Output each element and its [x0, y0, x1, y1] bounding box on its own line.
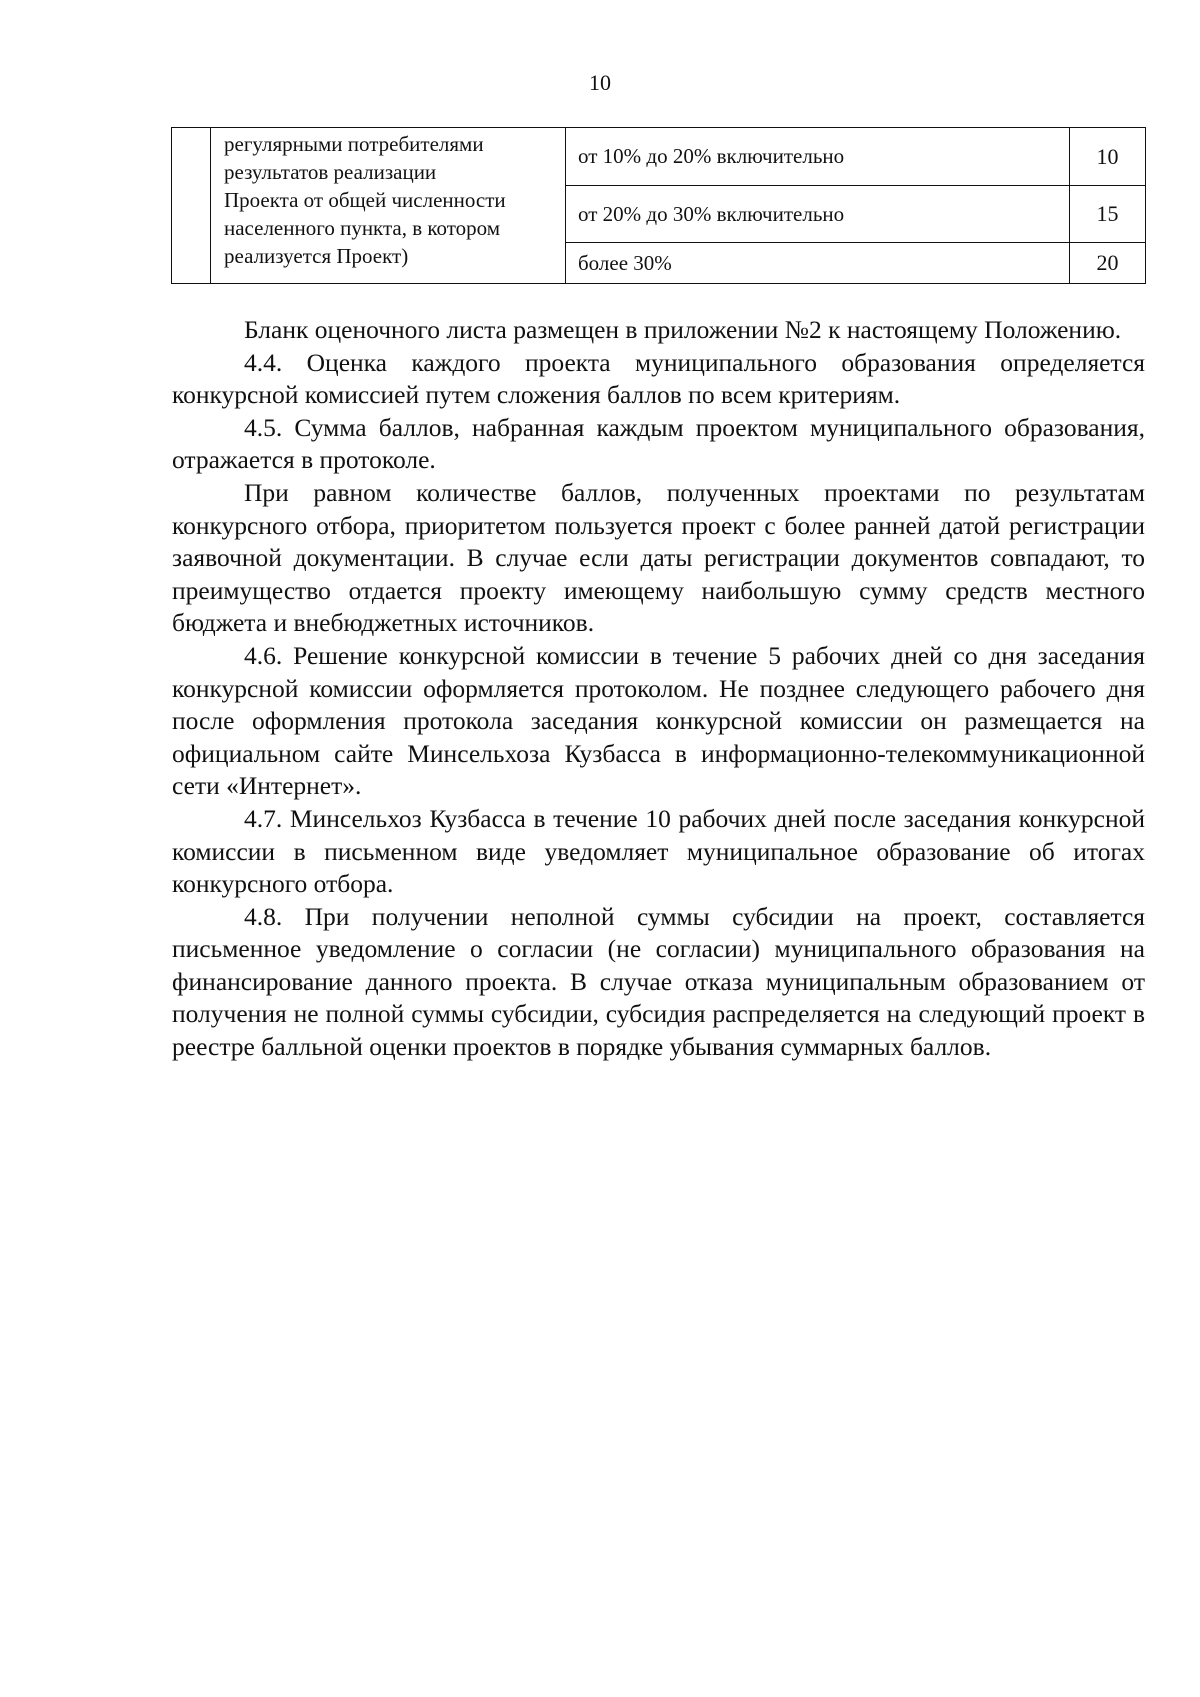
- criterion-line: населенного пункта, в котором: [224, 216, 501, 240]
- paragraph-4-5: 4.5. Сумма баллов, набранная каждым проектом муниципального образования, отражается в протоколе.: [172, 412, 1145, 475]
- table-row: [172, 128, 1146, 186]
- paragraph-4-7: 4.7. Минсельхоз Кузбасса в течение 10 рабочих дней после заседания конкурсной комиссии в письменном виде уведомляет муниципальное образование об итогах конкурсного отбора.: [172, 803, 1145, 899]
- criteria-table: [171, 127, 1146, 284]
- criterion-line: Проекта от общей численности: [224, 188, 506, 212]
- score-cell: 15: [1070, 186, 1146, 243]
- page-number: 10: [589, 70, 611, 95]
- criterion-line: результатов реализации: [224, 160, 437, 184]
- paragraph-4-6: 4.6. Решение конкурсной комиссии в течение 5 рабочих дней со дня заседания конкурсной комиссии оформляется протоколом. Не позднее следующего рабочего дня после оформления протокола заседания конкурсной комиссии он размещается на официальном сайте Минсельхоза Кузбасса в информационно-телекоммуникационной сети «Интернет».: [172, 640, 1145, 801]
- score-cell: 10: [1070, 128, 1146, 186]
- range-cell: от 10% до 20% включительно: [566, 128, 1070, 186]
- paragraph-equal-scores: При равном количестве баллов, полученных проектами по результатам конкурсного отбора, приоритетом пользуется проект с более ранней датой регистрации заявочной документации. В случае если даты регистрации документов совпадают, то преимущество отдается проекту имеющему наибольшую сумму средств местного бюджета и внебюджетных источников.: [172, 477, 1145, 638]
- number-cell: [172, 128, 211, 284]
- criterion-cell: [211, 128, 566, 284]
- body-text: [172, 314, 1145, 1064]
- paragraph-blank-form: Бланк оценочного листа размещен в приложении №2 к настоящему Положению.: [244, 315, 1122, 344]
- score-cell: 20: [1070, 243, 1146, 284]
- paragraph-4-4: 4.4. Оценка каждого проекта муниципального образования определяется конкурсной комиссией путем сложения баллов по всем критериям.: [172, 347, 1145, 410]
- criterion-line: регулярными потребителями: [224, 132, 484, 156]
- range-cell: более 30%: [566, 243, 1070, 284]
- paragraph-4-8: 4.8. При получении неполной суммы субсидии на проект, составляется письменное уведомление о согласии (не согласии) муниципального образования на финансирование данного проекта. В случае отказа муниципальным образованием от получения не полной суммы субсидии, субсидия распределяется на следующий проект в реестре балльной оценки проектов в порядке убывания суммарных баллов.: [172, 901, 1145, 1062]
- criterion-line: реализуется Проект): [224, 244, 409, 268]
- range-cell: от 20% до 30% включительно: [566, 186, 1070, 243]
